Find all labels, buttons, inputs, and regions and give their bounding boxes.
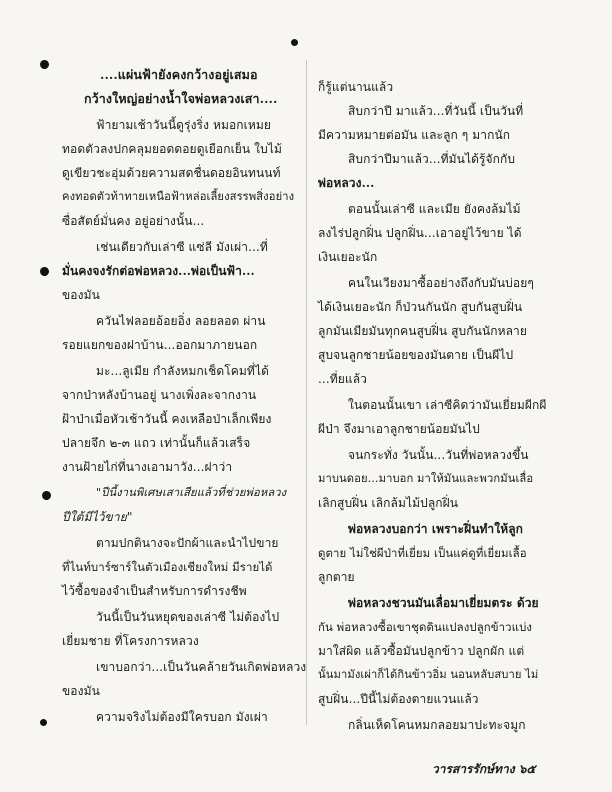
- paragraph-line: รอยแยกของฝาบ้าน...ออกมาภายนอก: [62, 338, 258, 352]
- paragraph-line: ควันไฟลอยอ้อยอิ่ง ลอยลอด ผ่าน: [96, 314, 266, 328]
- paragraph-line: มะ...ลูเมีย กำลังหมกเช็ดโคมที่ได้: [96, 364, 269, 378]
- paragraph-line: ฝ้าป่าเมื่อหัวเช้าวันนี้ คงเหลือป่าเล็กเพียง: [62, 412, 272, 426]
- page-footer: วารสารรักษ์ทาง ๖๕: [432, 762, 536, 776]
- paragraph-line: ลงไร่ปลูกฝิ่น ปลูกฝิ่น...เอาอยู่ไว้ขาย ได้: [318, 226, 522, 240]
- paragraph-line: ไว้ซื้อของจำเป็นสำหรับการดำรงชีพ: [62, 584, 247, 598]
- paragraph-line: ผีป่า จึงมาเอาลูกชายน้อยมันไป: [318, 422, 480, 436]
- paragraph-line: กัน พ่อหลวงซื้อเขาชุดดินแปลงปลูกข้าวแบ่ง: [318, 620, 533, 634]
- paragraph-line: ทอดตัวลงปกคลุมยอดดอยดูเยือกเย็น ใบไม้: [62, 142, 282, 156]
- paragraph-line: พ่อหลวง...: [318, 176, 375, 190]
- paragraph-line: มาใส่ผิด แล้วซื้อมันปลูกข้าว ปลูกผัก แต่: [318, 644, 525, 658]
- paragraph-line: ในตอนนั้นเขา เล่าซีคิดว่ามันเยี่ยมผีกผี: [348, 398, 547, 412]
- bullet-mark-top-left: [39, 59, 51, 71]
- paragraph-line: พ่อหลวงบอกว่า เพราะฝิ่นทำให้ลูก: [348, 522, 524, 536]
- paragraph-line: มาบนดอย...มาบอก มาให้มันและพวกมันเลื่อ: [318, 472, 534, 485]
- quote-line: ปีใต้มีไว้ขาย": [62, 510, 133, 524]
- paragraph-line: นั้นมามังเผ่าก็ได้กินข้าวอิ่ม นอนหลับสบาย ไม่: [318, 668, 539, 681]
- paragraph-line: เงินเยอะนัก: [318, 250, 378, 264]
- paragraph-line: เขาบอกว่า...เป็นวันคล้ายวันเกิดพ่อหลวง: [96, 660, 307, 674]
- paragraph-line: งานฝ้ายไก่ที่นางเอามาวัง...ฝาว่า: [62, 460, 233, 474]
- paragraph-line: มั่นคงจงรักต่อพ่อหลวง...พ่อเป็นฟ้า...: [62, 264, 255, 278]
- paragraph-line: เลิกสูบฝิ่น เลิกล้มไม้ปลูกฝิ่น: [318, 496, 459, 510]
- paragraph-line: สูบฝิ่น...ปีนี้ไม่ต้องตายแวนแล้ว: [318, 692, 479, 706]
- paragraph-line: คนในเวียงมาซื้ออย่างถึงกับมันบ่อยๆ: [348, 276, 534, 290]
- bullet-mark-top-center: [290, 38, 299, 47]
- paragraph-line: ...ที่ยแล้ว: [318, 372, 368, 386]
- paragraph-line: ดูตาย ไม่ใช่ผีป่าที่เยี่ยม เป็นแค่ดูที่เยี่ยมเลื้อ: [318, 546, 527, 560]
- paragraph-line: ลูกตาย: [318, 570, 355, 584]
- headline-line-2: กว้างใหญ่อย่างน้ำใจพ่อหลวงเสา....: [84, 91, 278, 106]
- bullet-mark-bottom-left: [39, 718, 48, 727]
- paragraph-line: คงทอดตัวท้าทายเหนือฟ้าหล่อเลี้ยงสรรพสิ่งอย่าง: [62, 190, 295, 203]
- paragraph-line: ของมัน: [62, 288, 100, 302]
- paragraph-line: จากป่าหลังบ้านอยู่ นางเพิ่งละจากงาน: [62, 388, 257, 402]
- paragraph-line: ที่ไนท์บาร์ซาร์ในตัวเมืองเชียงใหม่ มีรายได้: [62, 560, 273, 574]
- paragraph-line: ลูกมันเมียมันทุกคนสูบฝิ่น สูบกันนักหลาย: [318, 324, 527, 338]
- paragraph-line: ก็รู้แต่นานแล้ว: [318, 80, 394, 94]
- paragraph-line: ได้เงินเยอะนัก ก็ป่วนกันนัก สูบกันสูบฝิ่น: [318, 300, 523, 314]
- paragraph-line: สิบกว่าปี มาแล้ว...ที่วันนี้ เป็นวันที่: [348, 104, 524, 118]
- paragraph-line: กลิ่นเห็ดโคนหมกลอยมาปะทะจมูก: [348, 718, 526, 732]
- paragraph-line: วันนี้เป็นวันหยุดของเล่าซี ไม่ต้องไป: [96, 610, 280, 624]
- paragraph-line: ดูเขียวชะอุ่มด้วยความสดชื่นดอยอินทนนท์: [62, 166, 281, 180]
- paragraph-line: ของมัน: [62, 684, 100, 698]
- bullet-mark-lower-left: [41, 490, 53, 502]
- paragraph-line: สูบจนลูกชายน้อยของมันตาย เป็นผีไป: [318, 348, 514, 362]
- paragraph-line: ปลายจึก ๒-๓ แถว เท่านั้นก็แล้วเสร็จ: [62, 436, 251, 450]
- paragraph-line: ตามปกตินางจะปักผ้าและนำไปขาย: [96, 536, 279, 550]
- paragraph-line: ความจริงไม่ต้องมีใครบอก มังเผ่า: [96, 710, 268, 724]
- paragraph-line: มีความหมายต่อมัน และลูก ๆ มากนัก: [318, 128, 511, 142]
- quote-line: "ปีนี้งานพิเศษเสาเสียแล้วที่ช่วยพ่อหลวง: [96, 486, 287, 499]
- paragraph-line: จนกระทั่ง วันนั้น...วันที่พ่อหลวงขึ้น: [348, 448, 529, 462]
- paragraph-line: ฟ้ายามเช้าวันนี้ดูรุ่งริ่ง หมอกเหมย: [96, 118, 272, 132]
- paragraph-line: เช่นเดียวกับเล่าซี แซ่ลี มังเผ่า...ที่: [96, 240, 268, 254]
- headline-line-1: ....แผ่นฟ้ายังคงกว้างอยู่เสมอ: [100, 67, 258, 82]
- paragraph-line: ซื่อสัตย์มั่นคง อยู่อย่างนั้น...: [62, 214, 205, 228]
- paragraph-line: พ่อหลวงชวนมันเลื่อมาเยี่ยมตระ ด้วย: [348, 596, 539, 610]
- paragraph-line: ตอนนั้นเล่าซี และเมีย ยังคงล้มไม้: [348, 202, 521, 216]
- bullet-mark-middle-left: [39, 266, 51, 278]
- paragraph-line: สิบกว่าปีมาแล้ว...ที่มันได้รู้จักกับ: [348, 152, 516, 166]
- paragraph-line: เยี่ยมชาย ที่โครงการหลวง: [62, 634, 199, 648]
